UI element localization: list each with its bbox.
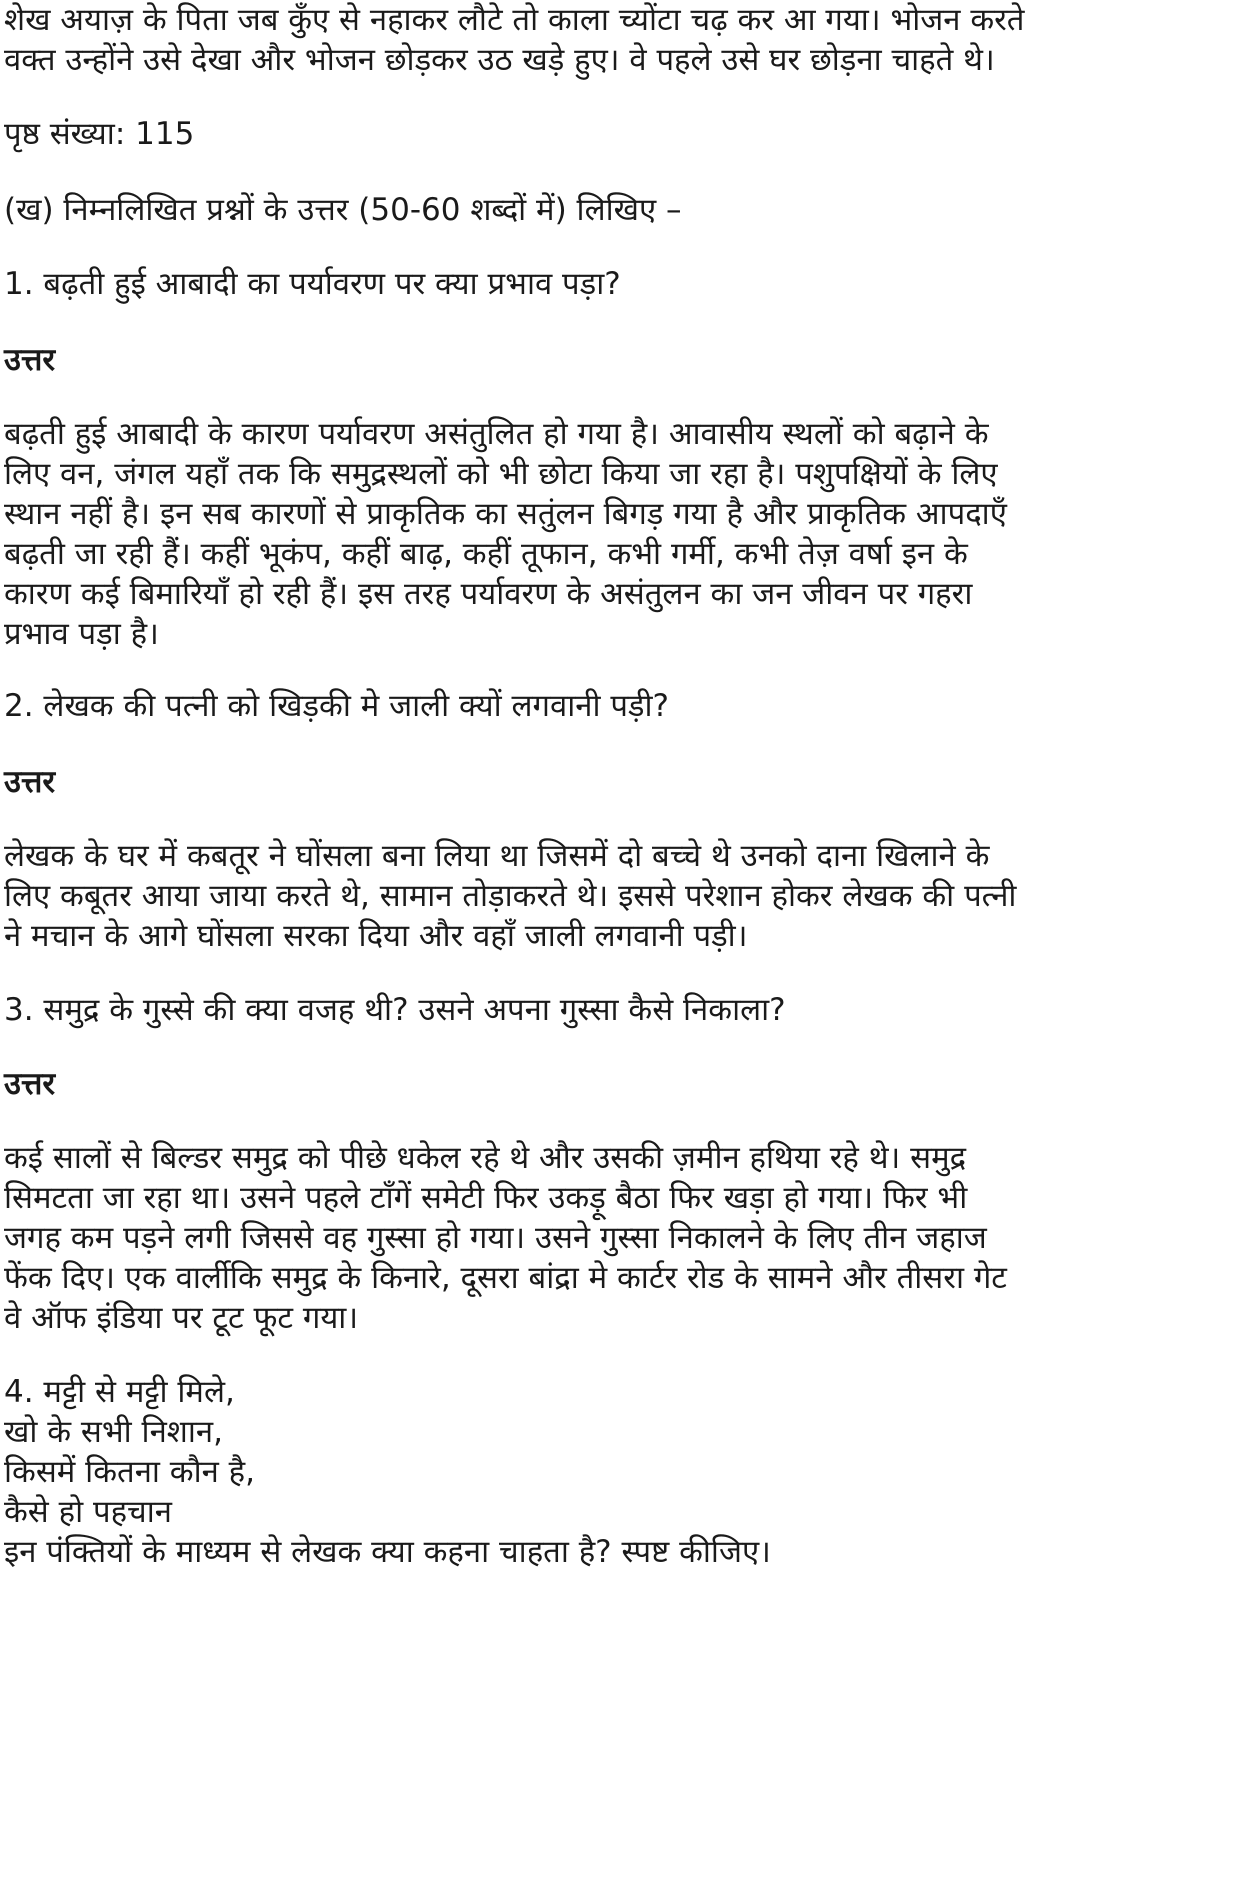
intro-paragraph	[4, 0, 1230, 80]
intro-line: वक्त उन्होंने उसे देखा और भोजन छोड़कर उठ खड़े हुए। वे पहले उसे घर छोड़ना चाहते थे।	[4, 42, 995, 78]
answer-label-1: उत्तर	[4, 342, 56, 378]
question-4-line: कैसे हो पहचान	[4, 1494, 172, 1530]
answer-line: ने मचान के आगे घोंसला सरका दिया और वहाँ जाली लगवानी पड़ी।	[4, 918, 748, 954]
answer-line: लिए कबूतर आया जाया करते थे, सामान तोड़ाकरते थे। इससे परेशान होकर लेखक की पत्नी	[4, 878, 1017, 914]
answer-3	[4, 1138, 1230, 1338]
answer-line: स्थान नहीं है। इन सब कारणों से प्राकृतिक का सतुंलन बिगड़ गया है और प्राकृतिक आपदाएँ	[4, 496, 1007, 532]
answer-line: प्रभाव पड़ा है।	[4, 616, 159, 652]
question-3: 3. समुद्र के गुस्से की क्या वजह थी? उसने अपना गुस्सा कैसे निकाला?	[4, 992, 786, 1028]
answer-line: फेंक दिए। एक वार्लीकि समुद्र के किनारे, दूसरा बांद्रा मे कार्टर रोड के सामने और तीसरा गेट	[4, 1260, 1007, 1296]
answer-line: लेखक के घर में कबतूर ने घोंसला बना लिया था जिसमें दो बच्चे थे उनको दाना खिलाने के	[4, 838, 990, 874]
answer-1	[4, 414, 1230, 654]
answer-line: वे ऑफ इंडिया पर टूट फूट गया।	[4, 1300, 359, 1336]
question-4	[4, 1372, 1230, 1572]
question-1: 1. बढ़ती हुई आबादी का पर्यावरण पर क्या प्रभाव पड़ा?	[4, 266, 621, 302]
answer-2	[4, 836, 1230, 956]
answer-line: सिमटता जा रहा था। उसने पहले टाँगें समेटी फिर उकड़ू बैठा फिर खड़ा हो गया। फिर भी	[4, 1180, 968, 1216]
intro-line: शेख अयाज़ के पिता जब कुँए से नहाकर लौटे तो काला च्योंटा चढ़ कर आ गया। भोजन करते	[4, 2, 1025, 38]
answer-line: कारण कई बिमारियाँ हो रही हैं। इस तरह पर्यावरण के असंतुलन का जन जीवन पर गहरा	[4, 576, 973, 612]
answer-label-3: उत्तर	[4, 1066, 56, 1102]
section-heading: (ख) निम्नलिखित प्रश्नों के उत्तर (50-60 शब्दों में) लिखिए –	[4, 192, 682, 228]
answer-line: बढ़ती जा रही हैं। कहीं भूकंप, कहीं बाढ़, कहीं तूफान, कभी गर्मी, कभी तेज़ वर्षा इन के	[4, 536, 968, 572]
question-4-line: 4. मट्टी से मट्टी मिले,	[4, 1374, 235, 1410]
page-number: पृष्ठ संख्या: 115	[4, 116, 195, 152]
question-2: 2. लेखक की पत्नी को खिड़की मे जाली क्यों लगवानी पड़ी?	[4, 688, 669, 724]
question-4-line: इन पंक्तियों के माध्यम से लेखक क्या कहना चाहता है? स्पष्ट कीजिए।	[4, 1534, 771, 1570]
answer-line: बढ़ती हुई आबादी के कारण पर्यावरण असंतुलित हो गया है। आवासीय स्थलों को बढ़ाने के	[4, 416, 989, 452]
question-4-line: किसमें कितना कौन है,	[4, 1454, 255, 1490]
question-4-line: खो के सभी निशान,	[4, 1414, 223, 1450]
answer-label-2: उत्तर	[4, 764, 56, 800]
answer-line: लिए वन, जंगल यहाँ तक कि समुद्रस्थलों को भी छोटा किया जा रहा है। पशुपक्षियों के लिए	[4, 456, 998, 492]
answer-line: जगह कम पड़ने लगी जिससे वह गुस्सा हो गया। उसने गुस्सा निकालने के लिए तीन जहाज	[4, 1220, 987, 1256]
answer-line: कई सालों से बिल्डर समुद्र को पीछे धकेल रहे थे और उसकी ज़मीन हथिया रहे थे। समुद्र	[4, 1140, 967, 1176]
